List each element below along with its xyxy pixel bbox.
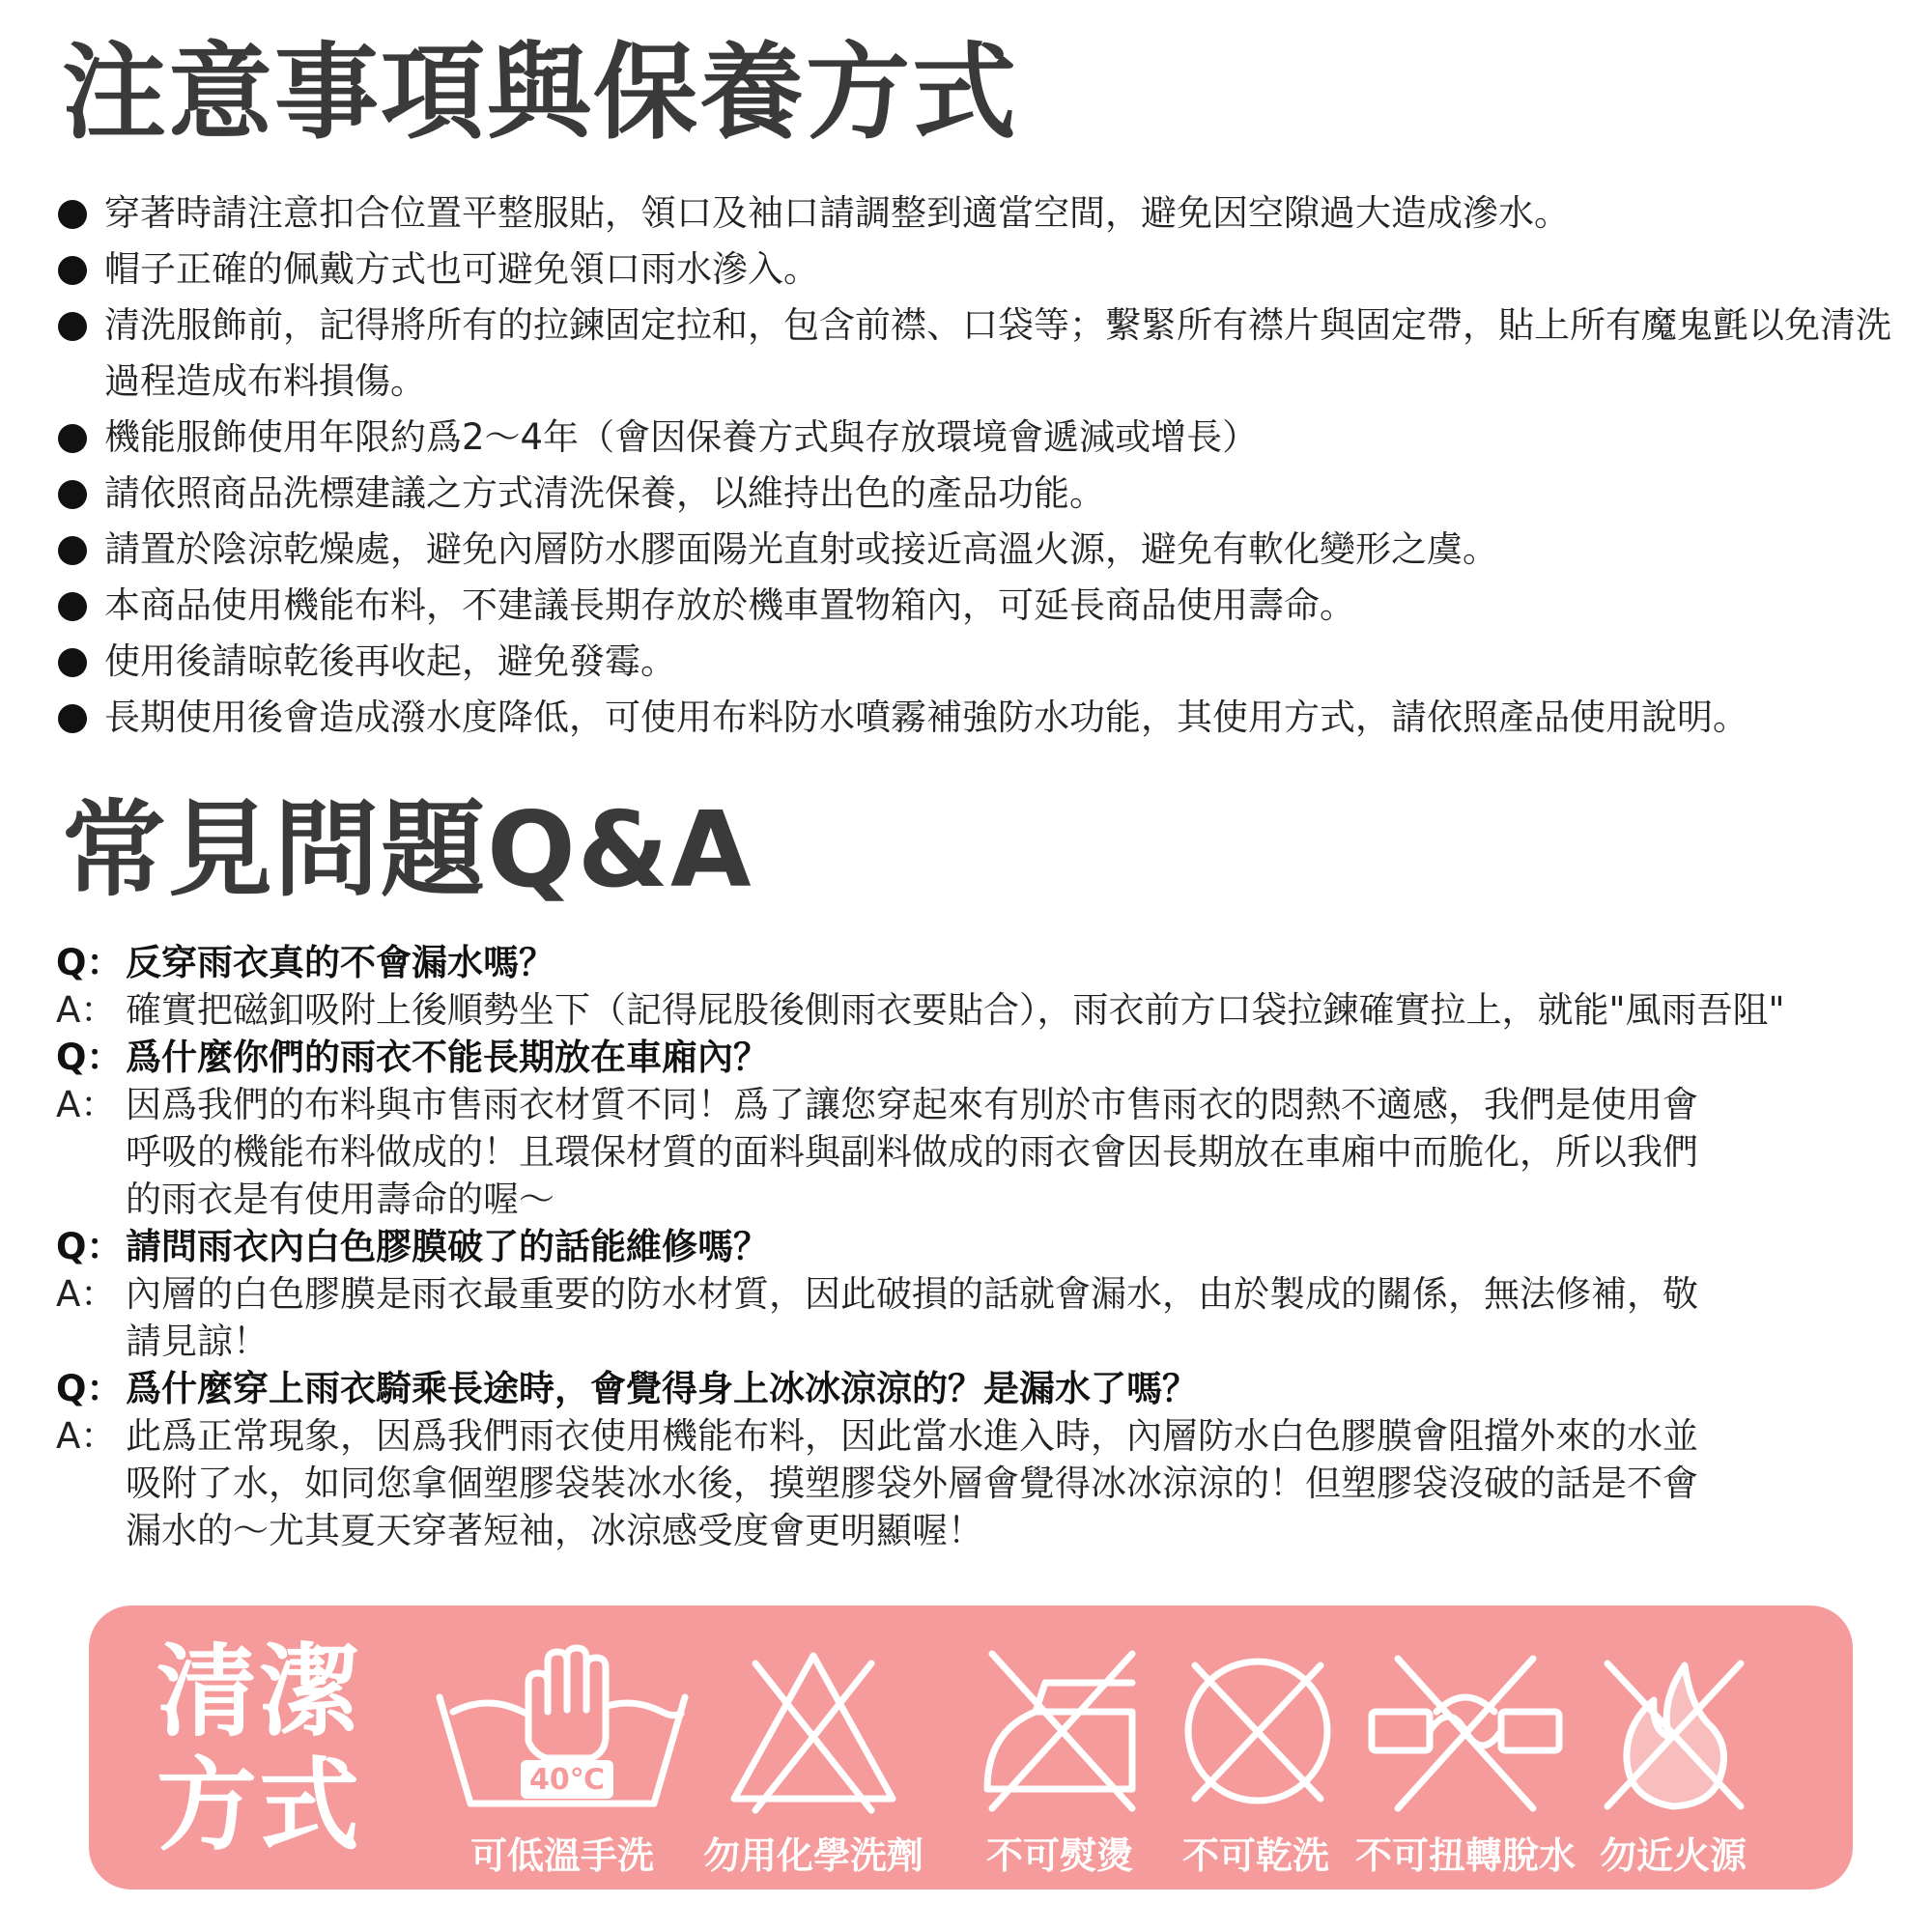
answer: A： 此爲正常現象，因爲我們雨衣使用機能布料，因此當水進入時，內層防水白色膠膜會阻擋外來的水並吸附了水，如同您拿個塑膠袋裝冰水後，摸塑膠袋外層會覺得冰冰涼涼的！但塑膠袋沒破的話是不會漏水的～尤其夏天穿著短袖，冰涼感受度會更明顯喔！	[56, 1415, 1698, 1551]
question: Q： 爲什麼你們的雨衣不能長期放在車廂內？	[56, 1037, 769, 1078]
qa-title: 常見問題Q&A	[62, 790, 753, 911]
no-iron-icon	[978, 1644, 1142, 1818]
care-label-no-bleach: 勿用化學洗劑	[702, 1834, 924, 1877]
care-label-no-wring: 不可扭轉脫水	[1354, 1834, 1577, 1877]
bullet-icon	[58, 536, 87, 565]
note-item: 本商品使用機能布料，不建議長期存放於機車置物箱內，可延長商品使用壽命。	[54, 578, 1909, 634]
answer: A： 內層的白色膠膜是雨衣最重要的防水材質，因此破損的話就會漏水，由於製成的關係，無法修補，敬請見諒！	[56, 1273, 1698, 1362]
question: Q： 請問雨衣內白色膠膜破了的話能維修嗎？	[56, 1226, 769, 1267]
bullet-icon	[58, 704, 87, 733]
no-dry-clean-icon	[1176, 1644, 1340, 1818]
note-item: 帽子正確的佩戴方式也可避免領口雨水滲入。	[54, 242, 1909, 298]
note-item: 穿著時請注意扣合位置平整服貼，領口及袖口請調整到適當空間，避免因空隙過大造成滲水。	[54, 185, 1909, 242]
care-label-hand-wash: 可低溫手洗	[469, 1834, 655, 1877]
bullet-icon	[58, 592, 87, 621]
answer: A： 確實把磁釦吸附上後順勢坐下（記得屁股後側雨衣要貼合），雨衣前方口袋拉鍊確實拉上，就能"風雨吾阻"	[56, 989, 1785, 1031]
note-item: 機能服飾使用年限約爲2～4年（會因保養方式與存放環境會遞減或增長）	[54, 410, 1909, 466]
note-item: 長期使用後會造成潑水度降低，可使用布料防水噴霧補強防水功能，其使用方式，請依照產品使用說明。	[54, 690, 1909, 746]
answer: A： 因爲我們的布料與市售雨衣材質不同！爲了讓您穿起來有別於市售雨衣的悶熱不適感，我們是使用會呼吸的機能布料做成的！且環保材質的面料與副料做成的雨衣會因長期放在車廂中而脆化，所以我們的雨衣是有使用壽命的喔～	[56, 1084, 1698, 1220]
note-item: 請置於陰涼乾燥處，避免內層防水膠面陽光直射或接近高溫火源，避免有軟化變形之虞。	[54, 522, 1909, 578]
note-item: 使用後請晾乾後再收起，避免發霉。	[54, 634, 1909, 690]
bullet-icon	[58, 480, 87, 509]
notes-title: 注意事項與保養方式	[62, 33, 1019, 154]
question: Q： 爲什麼穿上雨衣騎乘長途時，會覺得身上冰冰涼涼的？是漏水了嗎？	[56, 1368, 1198, 1409]
care-panel	[89, 1605, 1853, 1889]
bullet-icon	[58, 200, 87, 229]
notes-list	[54, 185, 1909, 746]
care-title: 清潔方式	[156, 1633, 362, 1864]
temperature-label: 40℃	[528, 1763, 606, 1797]
care-label-no-fire: 勿近火源	[1599, 1834, 1747, 1877]
qa-list	[56, 939, 1920, 1554]
note-item: 請依照商品洗標建議之方式清洗保養，以維持出色的產品功能。	[54, 466, 1909, 522]
hand-wash-icon	[432, 1644, 693, 1818]
care-label-no-iron: 不可熨燙	[985, 1834, 1134, 1877]
no-bleach-icon	[726, 1644, 900, 1818]
bullet-icon	[58, 648, 87, 677]
care-label-no-dry-clean: 不可乾洗	[1181, 1834, 1330, 1877]
bullet-icon	[58, 424, 87, 453]
note-item: 清洗服飾前，記得將所有的拉鍊固定拉和，包含前襟、口袋等；繫緊所有襟片與固定帶，貼上所有魔鬼氈以免清洗過程造成布料損傷。	[54, 298, 1909, 410]
bullet-icon	[58, 312, 87, 341]
no-wring-icon	[1364, 1644, 1567, 1818]
no-fire-icon	[1596, 1644, 1750, 1818]
bullet-icon	[58, 256, 87, 285]
question: Q： 反穿雨衣真的不會漏水嗎？	[56, 942, 554, 983]
